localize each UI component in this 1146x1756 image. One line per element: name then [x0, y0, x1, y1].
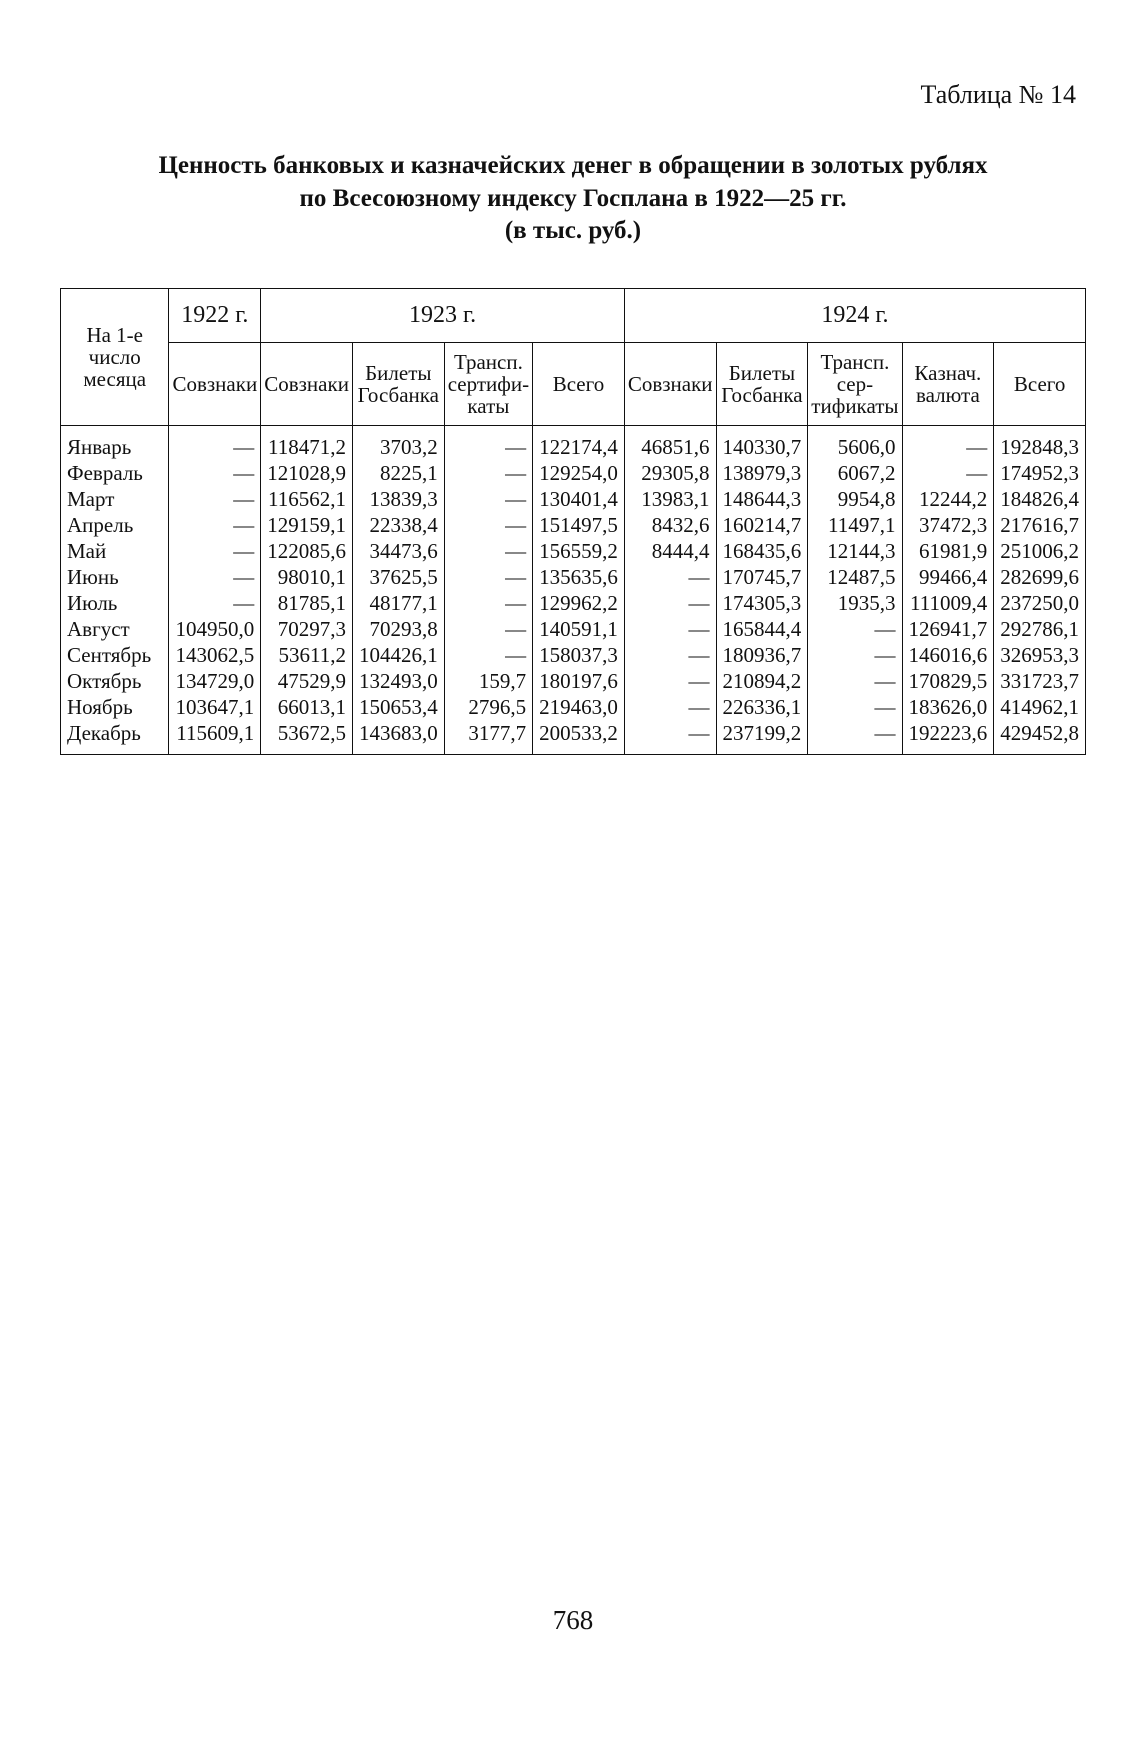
- cell-1923-bilety: 34473,6: [352, 538, 444, 564]
- header-1923-vsego: Всего: [533, 342, 625, 425]
- cell-1924-kaznach: 126941,7: [902, 616, 994, 642]
- cell-1924-vsego: 414962,1: [994, 694, 1086, 720]
- cell-1924-sovznaki: —: [624, 616, 716, 642]
- table-row: [61, 425, 1086, 460]
- cell-1922-sovznaki: 134729,0: [169, 668, 261, 694]
- cell-1924-bilety: 138979,3: [716, 460, 808, 486]
- month-cell: Октябрь: [61, 668, 169, 694]
- cell-1923-transp: —: [444, 590, 532, 616]
- header-1923-bilety: Билеты Госбанка: [352, 342, 444, 425]
- cell-1923-bilety: 37625,5: [352, 564, 444, 590]
- cell-1923-bilety: 22338,4: [352, 512, 444, 538]
- month-cell: Ноябрь: [61, 694, 169, 720]
- header-1924-vsego: Всего: [994, 342, 1086, 425]
- cell-1923-sovznaki: 66013,1: [261, 694, 353, 720]
- cell-1923-sovznaki: 122085,6: [261, 538, 353, 564]
- cell-1923-sovznaki: 118471,2: [261, 425, 353, 460]
- cell-1923-transp: —: [444, 460, 532, 486]
- table-row: [61, 512, 1086, 538]
- cell-1924-bilety: 180936,7: [716, 642, 808, 668]
- month-cell: Сентябрь: [61, 642, 169, 668]
- month-cell: Апрель: [61, 512, 169, 538]
- cell-1924-bilety: 226336,1: [716, 694, 808, 720]
- cell-1922-sovznaki: 115609,1: [169, 720, 261, 755]
- cell-1923-transp: —: [444, 642, 532, 668]
- title-line-3: (в тыс. руб.): [504, 217, 642, 244]
- cell-1924-kaznach: 170829,5: [902, 668, 994, 694]
- cell-1924-transp: —: [808, 668, 902, 694]
- table-row: [61, 564, 1086, 590]
- cell-1923-transp: —: [444, 486, 532, 512]
- cell-1924-bilety: 210894,2: [716, 668, 808, 694]
- cell-1924-kaznach: 61981,9: [902, 538, 994, 564]
- table-body: [61, 425, 1086, 755]
- cell-1923-transp: —: [444, 564, 532, 590]
- cell-1923-vsego: 122174,4: [533, 425, 625, 460]
- cell-1924-bilety: 170745,7: [716, 564, 808, 590]
- header-1923-sovznaki: Совзнаки: [261, 342, 353, 425]
- table-row: [61, 694, 1086, 720]
- cell-1923-bilety: 3703,2: [352, 425, 444, 460]
- cell-1923-sovznaki: 53672,5: [261, 720, 353, 755]
- cell-1923-transp: 3177,7: [444, 720, 532, 755]
- cell-1924-kaznach: —: [902, 460, 994, 486]
- cell-1924-kaznach: 192223,6: [902, 720, 994, 755]
- cell-1924-sovznaki: 46851,6: [624, 425, 716, 460]
- month-cell: Январь: [61, 425, 169, 460]
- cell-1924-vsego: 429452,8: [994, 720, 1086, 755]
- cell-1924-kaznach: —: [902, 425, 994, 460]
- header-1924-bilety: Билеты Госбанка: [716, 342, 808, 425]
- cell-1923-sovznaki: 121028,9: [261, 460, 353, 486]
- month-cell: Июль: [61, 590, 169, 616]
- cell-1924-transp: 1935,3: [808, 590, 902, 616]
- cell-1924-transp: 11497,1: [808, 512, 902, 538]
- cell-1922-sovznaki: 103647,1: [169, 694, 261, 720]
- cell-1924-vsego: 326953,3: [994, 642, 1086, 668]
- cell-1924-transp: 12487,5: [808, 564, 902, 590]
- cell-1923-vsego: 200533,2: [533, 720, 625, 755]
- month-cell: Август: [61, 616, 169, 642]
- header-month: На 1-е число месяца: [61, 288, 169, 425]
- cell-1924-transp: —: [808, 642, 902, 668]
- cell-1924-bilety: 165844,4: [716, 616, 808, 642]
- header-1924-transp: Трансп. сер-тификаты: [808, 342, 902, 425]
- cell-1923-transp: —: [444, 512, 532, 538]
- cell-1924-transp: 5606,0: [808, 425, 902, 460]
- cell-1923-sovznaki: 81785,1: [261, 590, 353, 616]
- cell-1922-sovznaki: —: [169, 590, 261, 616]
- cell-1924-sovznaki: 8432,6: [624, 512, 716, 538]
- cell-1923-transp: 2796,5: [444, 694, 532, 720]
- page-number: 768: [552, 1605, 594, 1635]
- cell-1924-sovznaki: 29305,8: [624, 460, 716, 486]
- cell-1923-vsego: 140591,1: [533, 616, 625, 642]
- title-line-2: по Всесоюзному индексу Госплана в 1922—25 гг.: [299, 184, 847, 212]
- table-row: [61, 590, 1086, 616]
- cell-1924-vsego: 282699,6: [994, 564, 1086, 590]
- table-row: [61, 720, 1086, 755]
- cell-1924-transp: —: [808, 694, 902, 720]
- money-table: [60, 288, 1086, 756]
- cell-1923-sovznaki: 53611,2: [261, 642, 353, 668]
- cell-1923-bilety: 104426,1: [352, 642, 444, 668]
- cell-1922-sovznaki: —: [169, 425, 261, 460]
- cell-1923-vsego: 135635,6: [533, 564, 625, 590]
- cell-1924-kaznach: 99466,4: [902, 564, 994, 590]
- cell-1923-sovznaki: 70297,3: [261, 616, 353, 642]
- cell-1924-sovznaki: —: [624, 642, 716, 668]
- header-1924-sovznaki: Совзнаки: [624, 342, 716, 425]
- header-1923-transp: Трансп. сертифи-каты: [444, 342, 532, 425]
- cell-1923-bilety: 13839,3: [352, 486, 444, 512]
- cell-1924-sovznaki: —: [624, 694, 716, 720]
- cell-1924-kaznach: 37472,3: [902, 512, 994, 538]
- table-row: [61, 642, 1086, 668]
- table-row: [61, 668, 1086, 694]
- title-line-1: Ценность банковых и казначейских денег в обращении в золотых рублях: [158, 152, 988, 179]
- cell-1924-sovznaki: —: [624, 564, 716, 590]
- cell-1924-vsego: 292786,1: [994, 616, 1086, 642]
- cell-1922-sovznaki: —: [169, 564, 261, 590]
- cell-1923-vsego: 158037,3: [533, 642, 625, 668]
- header-year-1924: 1924 г.: [624, 288, 1085, 342]
- header-year-1923: 1923 г.: [261, 288, 625, 342]
- cell-1923-vsego: 130401,4: [533, 486, 625, 512]
- cell-1923-vsego: 156559,2: [533, 538, 625, 564]
- cell-1924-sovznaki: —: [624, 668, 716, 694]
- cell-1924-bilety: 168435,6: [716, 538, 808, 564]
- cell-1923-sovznaki: 47529,9: [261, 668, 353, 694]
- header-1924-kaznach: Казнач. валюта: [902, 342, 994, 425]
- cell-1924-transp: 6067,2: [808, 460, 902, 486]
- cell-1923-sovznaki: 116562,1: [261, 486, 353, 512]
- cell-1923-vsego: 180197,6: [533, 668, 625, 694]
- table-row: [61, 460, 1086, 486]
- cell-1924-sovznaki: 13983,1: [624, 486, 716, 512]
- cell-1922-sovznaki: —: [169, 460, 261, 486]
- cell-1924-transp: —: [808, 720, 902, 755]
- month-cell: Май: [61, 538, 169, 564]
- cell-1923-bilety: 8225,1: [352, 460, 444, 486]
- cell-1924-vsego: 251006,2: [994, 538, 1086, 564]
- cell-1923-vsego: 129254,0: [533, 460, 625, 486]
- cell-1924-vsego: 184826,4: [994, 486, 1086, 512]
- cell-1923-bilety: 150653,4: [352, 694, 444, 720]
- cell-1924-bilety: 174305,3: [716, 590, 808, 616]
- cell-1924-vsego: 237250,0: [994, 590, 1086, 616]
- table-title: [60, 150, 1086, 248]
- cell-1923-vsego: 129962,2: [533, 590, 625, 616]
- cell-1922-sovznaki: 143062,5: [169, 642, 261, 668]
- table-row: [61, 538, 1086, 564]
- cell-1924-sovznaki: —: [624, 590, 716, 616]
- month-cell: Март: [61, 486, 169, 512]
- cell-1923-transp: —: [444, 425, 532, 460]
- cell-1924-bilety: 148644,3: [716, 486, 808, 512]
- cell-1924-transp: 9954,8: [808, 486, 902, 512]
- cell-1924-transp: 12144,3: [808, 538, 902, 564]
- cell-1923-sovznaki: 98010,1: [261, 564, 353, 590]
- month-cell: Февраль: [61, 460, 169, 486]
- month-cell: Декабрь: [61, 720, 169, 755]
- cell-1924-sovznaki: 8444,4: [624, 538, 716, 564]
- cell-1922-sovznaki: —: [169, 486, 261, 512]
- table-row: [61, 616, 1086, 642]
- cell-1924-sovznaki: —: [624, 720, 716, 755]
- cell-1923-transp: 159,7: [444, 668, 532, 694]
- cell-1924-bilety: 140330,7: [716, 425, 808, 460]
- cell-1923-bilety: 48177,1: [352, 590, 444, 616]
- header-year-1922: 1922 г.: [169, 288, 261, 342]
- cell-1923-bilety: 70293,8: [352, 616, 444, 642]
- cell-1923-sovznaki: 129159,1: [261, 512, 353, 538]
- cell-1924-vsego: 192848,3: [994, 425, 1086, 460]
- cell-1922-sovznaki: —: [169, 512, 261, 538]
- cell-1923-transp: —: [444, 616, 532, 642]
- book-page: [60, 60, 1086, 1696]
- cell-1922-sovznaki: 104950,0: [169, 616, 261, 642]
- cell-1923-transp: —: [444, 538, 532, 564]
- cell-1922-sovznaki: —: [169, 538, 261, 564]
- table-number: Таблица № 14: [920, 80, 1076, 109]
- cell-1924-kaznach: 12244,2: [902, 486, 994, 512]
- cell-1924-vsego: 174952,3: [994, 460, 1086, 486]
- cell-1924-vsego: 331723,7: [994, 668, 1086, 694]
- cell-1924-bilety: 237199,2: [716, 720, 808, 755]
- cell-1924-kaznach: 111009,4: [902, 590, 994, 616]
- cell-1923-vsego: 151497,5: [533, 512, 625, 538]
- table-row: [61, 486, 1086, 512]
- month-cell: Июнь: [61, 564, 169, 590]
- cell-1923-bilety: 143683,0: [352, 720, 444, 755]
- cell-1923-bilety: 132493,0: [352, 668, 444, 694]
- header-1922-sovznaki: Совзнаки: [169, 342, 261, 425]
- cell-1924-vsego: 217616,7: [994, 512, 1086, 538]
- cell-1924-kaznach: 146016,6: [902, 642, 994, 668]
- cell-1924-kaznach: 183626,0: [902, 694, 994, 720]
- cell-1924-transp: —: [808, 616, 902, 642]
- cell-1923-vsego: 219463,0: [533, 694, 625, 720]
- cell-1924-bilety: 160214,7: [716, 512, 808, 538]
